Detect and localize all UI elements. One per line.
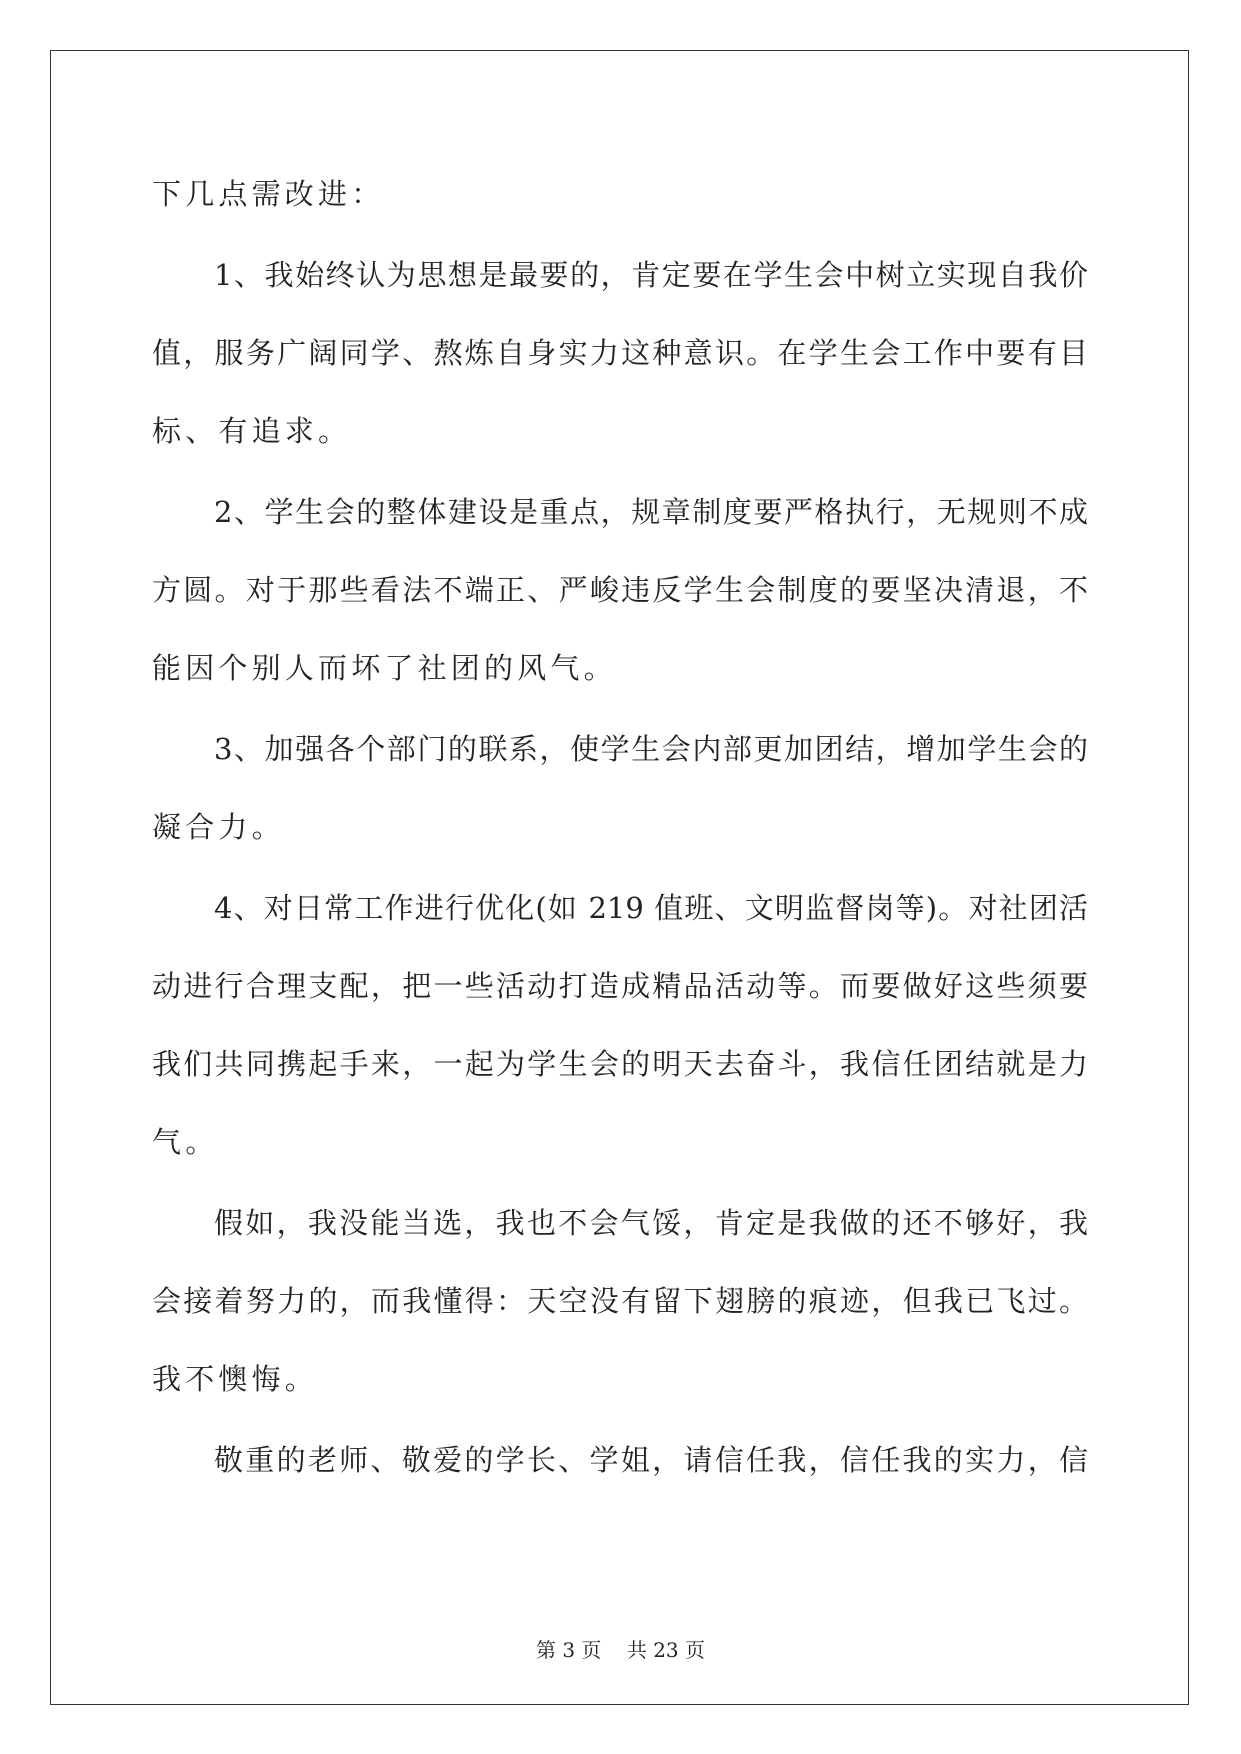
text-line: 凝合力。 [152, 810, 285, 844]
text-line: 方圆。对于那些看法不端正、严峻违反学生会制度的要坚决清退，不 [152, 573, 1088, 607]
text-line: 3、加强各个部门的联系，使学生会内部更加团结，增加学生会的 [214, 732, 1088, 766]
text-line: 假如，我没能当选，我也不会气馁，肯定是我做的还不够好，我 [214, 1206, 1088, 1240]
text-line: 1、我始终认为思想是最要的，肯定要在学生会中树立实现自我价 [214, 258, 1088, 292]
text-line: 标、有追求。 [152, 414, 352, 448]
text-line: 我们共同携起手来，一起为学生会的明天去奋斗，我信任团结就是力 [152, 1047, 1088, 1081]
text-line: 2、学生会的整体建设是重点，规章制度要严格执行，无规则不成 [214, 495, 1088, 529]
text-line: 气。 [152, 1125, 219, 1159]
text-line: 值，服务广阔同学、熬炼自身实力这种意识。在学生会工作中要有目 [152, 336, 1088, 370]
page-footer: 第 3 页 共 23 页 [535, 1638, 706, 1662]
text-line: 4、对日常工作进行优化(如 219 值班、文明监督岗等)。对社团活 [214, 891, 1088, 925]
text-line: 下几点需改进： [152, 177, 385, 211]
document-body [152, 155, 1088, 1499]
text-line: 我不懊悔。 [152, 1362, 319, 1396]
text-line: 动进行合理支配，把一些活动打造成精品活动等。而要做好这些须要 [152, 969, 1088, 1003]
text-line: 敬重的老师、敬爱的学长、学姐，请信任我，信任我的实力，信 [214, 1443, 1088, 1477]
text-line: 会接着努力的，而我懂得：天空没有留下翅膀的痕迹，但我已飞过。 [152, 1284, 1088, 1318]
text-line: 能因个别人而坏了社团的风气。 [152, 651, 617, 685]
